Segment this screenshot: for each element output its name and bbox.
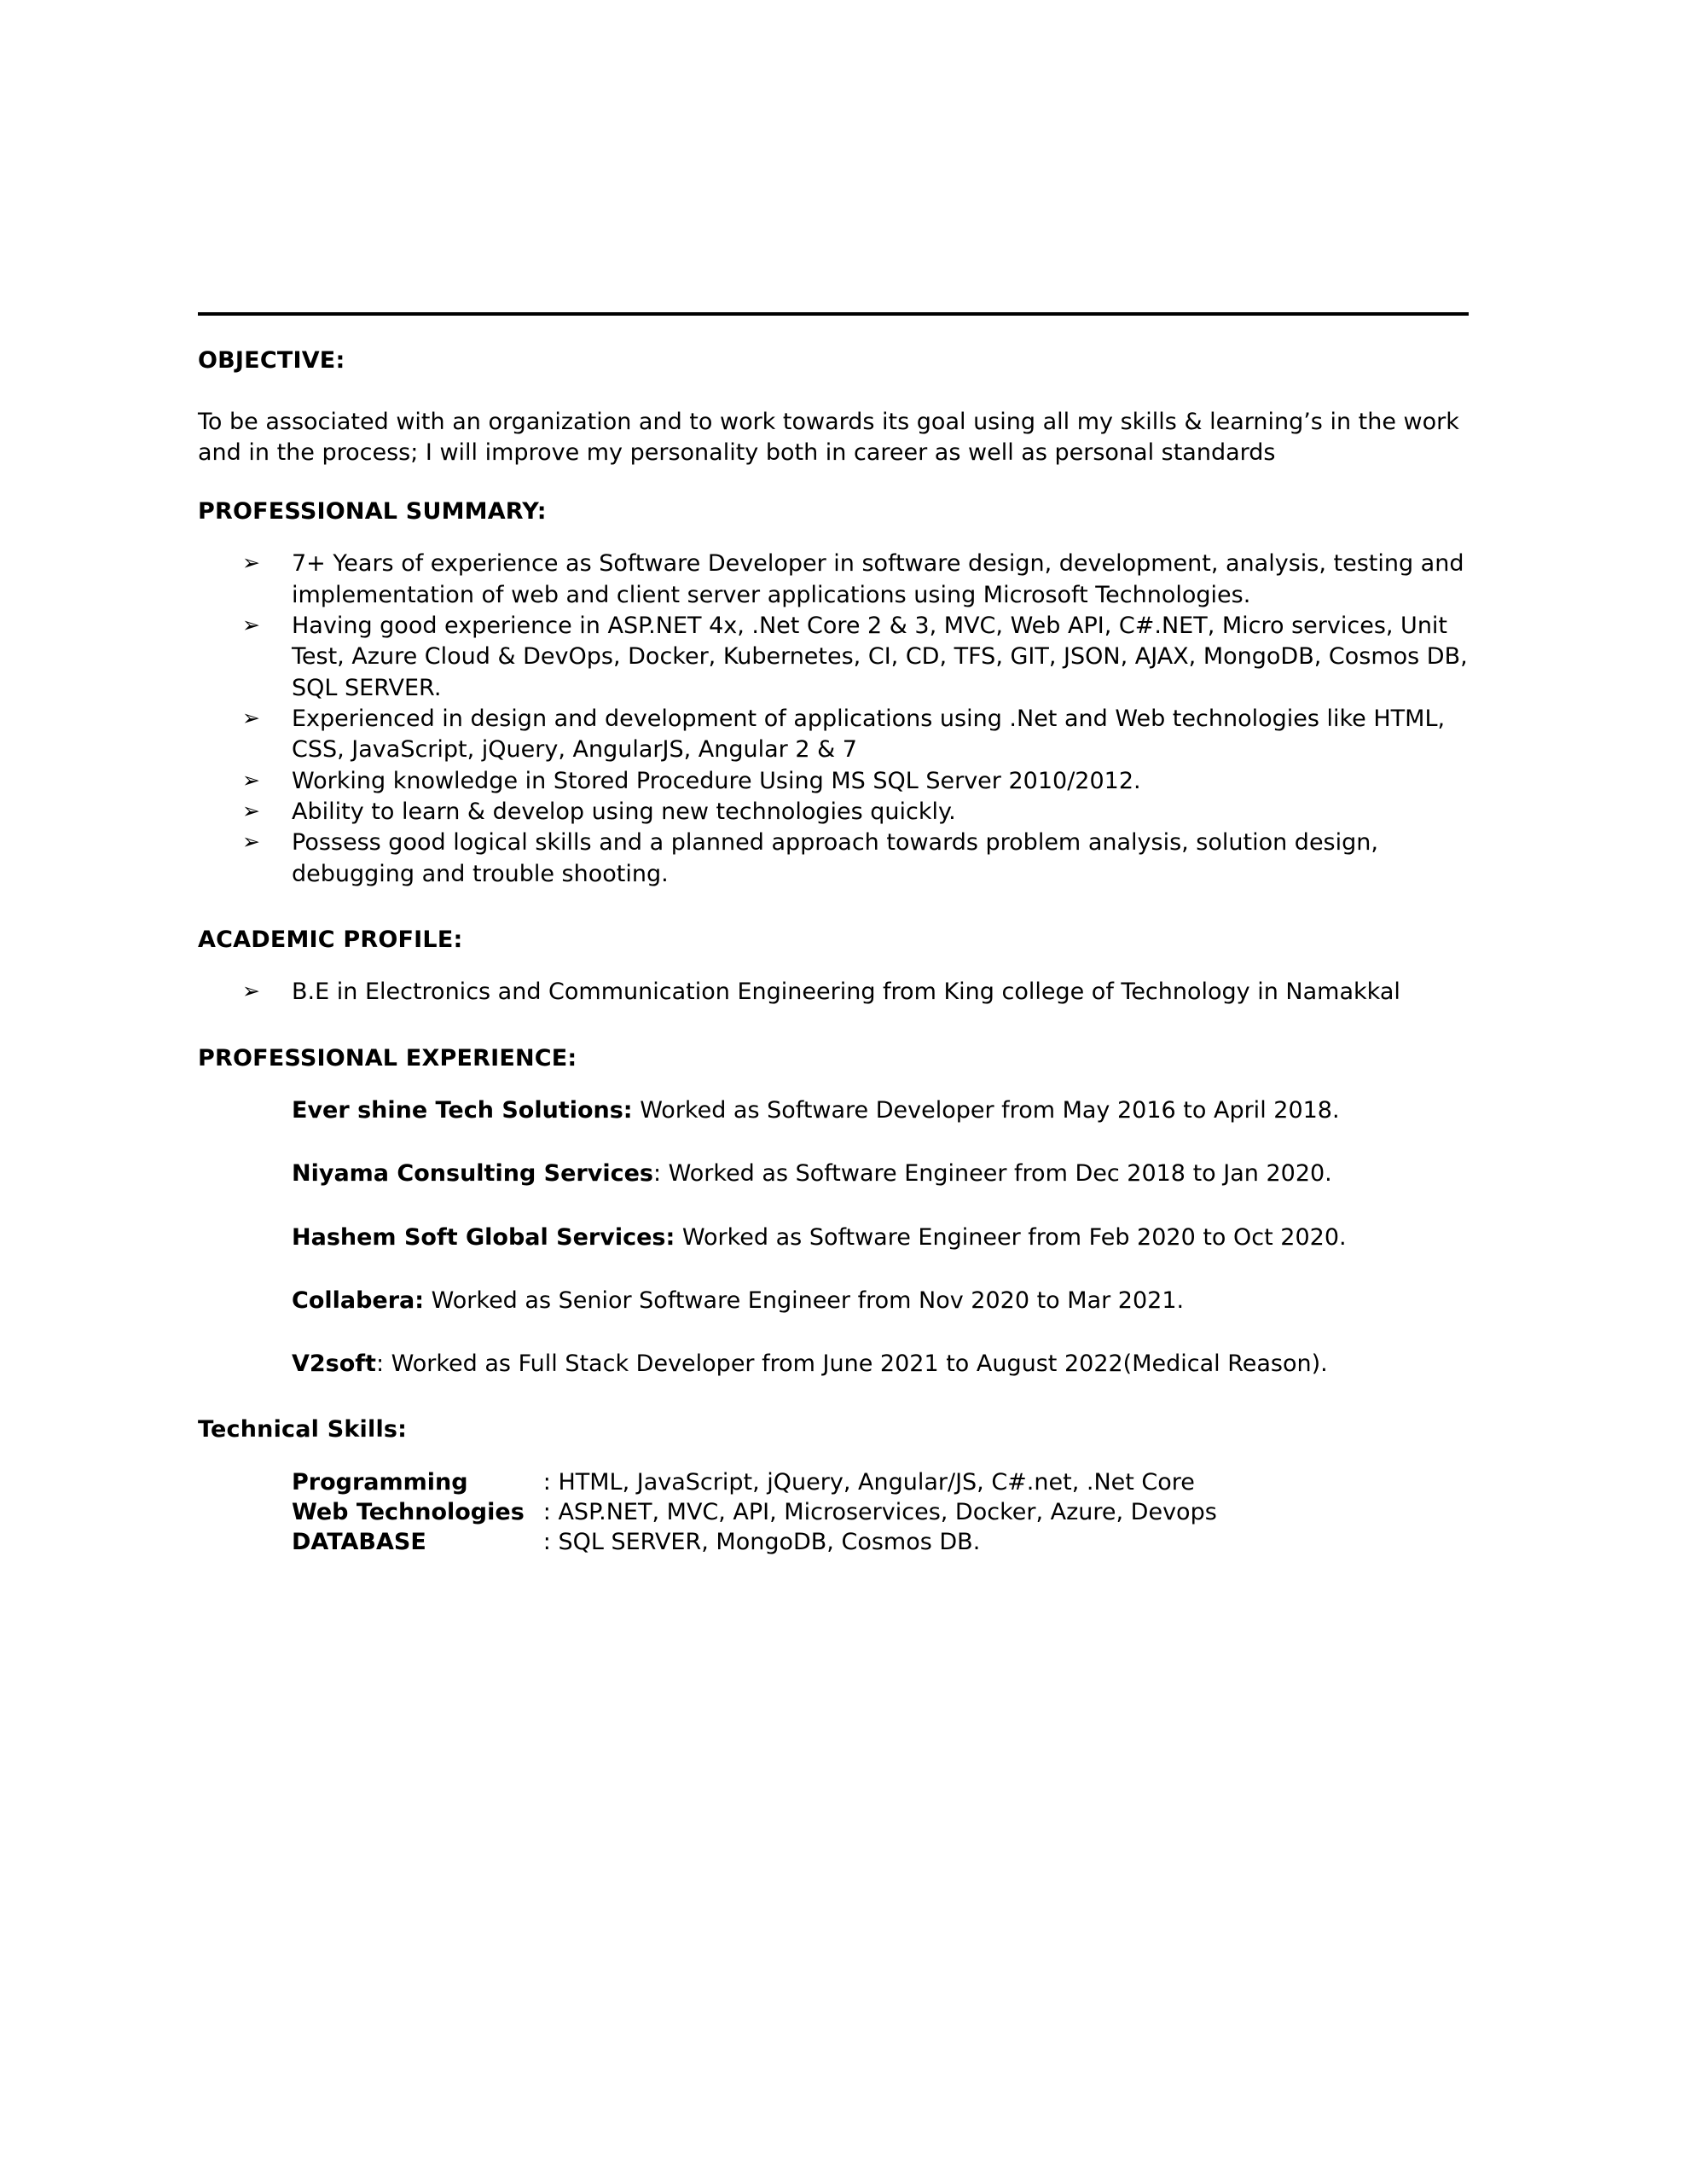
table-row: [292, 1467, 1217, 1497]
table-row: [292, 1497, 1217, 1527]
professional-summary-list: [198, 549, 1469, 889]
skill-category-label: DATABASE: [292, 1528, 426, 1555]
list-item-text: Possess good logical skills and a planned approach towards problem analysis, solution design, debugging and trouble shooting.: [292, 829, 1378, 887]
professional-experience-heading: PROFESSIONAL EXPERIENCE:: [198, 1044, 577, 1072]
list-item: [198, 611, 1469, 704]
experience-detail: : Worked as Full Stack Developer from June 2021 to August 2022(Medical Reason).: [375, 1350, 1328, 1377]
experience-entry: [198, 1095, 1469, 1126]
experience-entries: [198, 1095, 1469, 1380]
arrow-bullet-icon: ➢: [242, 767, 260, 793]
experience-detail: : Worked as Software Engineer from Dec 2018 to Jan 2020.: [652, 1160, 1332, 1188]
experience-detail: Worked as Senior Software Engineer from Nov 2020 to Mar 2021.: [424, 1287, 1185, 1314]
list-item-text: Ability to learn & develop using new technologies quickly.: [292, 798, 956, 825]
document-body: [198, 312, 1469, 1557]
objective-body: To be associated with an organization and to work towards its goal using all my skills & learning’s in the work and in the process; I will improve my personality both in career as well as personal standards: [198, 408, 1459, 466]
experience-detail: Worked as Software Engineer from Feb 2020 to Oct 2020.: [675, 1223, 1347, 1251]
list-item: [198, 766, 1469, 797]
list-item-text: Experienced in design and development of applications using .Net and Web technologies like HTML, CSS, JavaScript, jQuery, AngularJS, Angular 2 & 7: [292, 706, 1446, 764]
arrow-bullet-icon: ➢: [242, 706, 260, 730]
objective-heading: OBJECTIVE:: [198, 347, 345, 374]
list-item: [198, 549, 1469, 611]
experience-detail: Worked as Software Developer from May 2016 to April 2018.: [632, 1097, 1340, 1124]
technical-skills-heading: Technical Skills:: [198, 1416, 408, 1443]
experience-company: Ever shine Tech Solutions:: [292, 1097, 633, 1124]
list-item: [198, 797, 1469, 828]
technical-skills-block: [198, 1467, 1469, 1557]
list-item-text: B.E in Electronics and Communication Engineering from King college of Technology in Namakkal: [292, 979, 1400, 1006]
experience-company: V2soft: [292, 1350, 376, 1377]
skill-category-label: Web Technologies: [292, 1498, 525, 1525]
experience-entry: [198, 1349, 1469, 1380]
table-row: [292, 1527, 1217, 1557]
skill-category-label: Programming: [292, 1468, 468, 1496]
experience-company: Collabera:: [292, 1287, 425, 1314]
skill-category-value: : ASP.NET, MVC, API, Microservices, Docker, Azure, Devops: [542, 1498, 1217, 1525]
list-item-text: 7+ Years of experience as Software Developer in software design, development, analysis, testing and implementation of web and client server applications using Microsoft Technologies.: [292, 550, 1464, 608]
arrow-bullet-icon: ➢: [242, 829, 260, 855]
arrow-bullet-icon: ➢: [242, 798, 260, 823]
arrow-bullet-icon: ➢: [242, 550, 260, 576]
header-divider: [198, 312, 1469, 316]
technical-skills-table: [292, 1467, 1217, 1557]
list-item: [198, 977, 1469, 1008]
list-item-text: Working knowledge in Stored Procedure Using MS SQL Server 2010/2012.: [292, 767, 1141, 794]
list-item-text: Having good experience in ASP.NET 4x, .Net Core 2 & 3, MVC, Web API, C#.NET, Micro services, Unit Test, Azure Cloud & DevOps, Docker, Kubernetes, CI, CD, TFS, GIT, JSON, AJAX, MongoDB, Cosmos DB, SQL SERVER.: [292, 613, 1468, 701]
list-item: [198, 704, 1469, 766]
experience-entry: [198, 1286, 1469, 1316]
skill-category-value: : HTML, JavaScript, jQuery, Angular/JS, C#.net, .Net Core: [542, 1468, 1195, 1496]
experience-company: Hashem Soft Global Services:: [292, 1223, 675, 1251]
arrow-bullet-icon: ➢: [242, 613, 260, 638]
professional-summary-heading: PROFESSIONAL SUMMARY:: [198, 497, 547, 525]
arrow-bullet-icon: ➢: [242, 979, 260, 1004]
academic-profile-list: [198, 977, 1469, 1008]
experience-company: Niyama Consulting Services: [292, 1160, 653, 1188]
experience-entry: [198, 1159, 1469, 1189]
skill-category-value: : SQL SERVER, MongoDB, Cosmos DB.: [542, 1528, 981, 1555]
academic-profile-heading: ACADEMIC PROFILE:: [198, 926, 463, 953]
list-item: [198, 828, 1469, 890]
experience-entry: [198, 1223, 1469, 1253]
